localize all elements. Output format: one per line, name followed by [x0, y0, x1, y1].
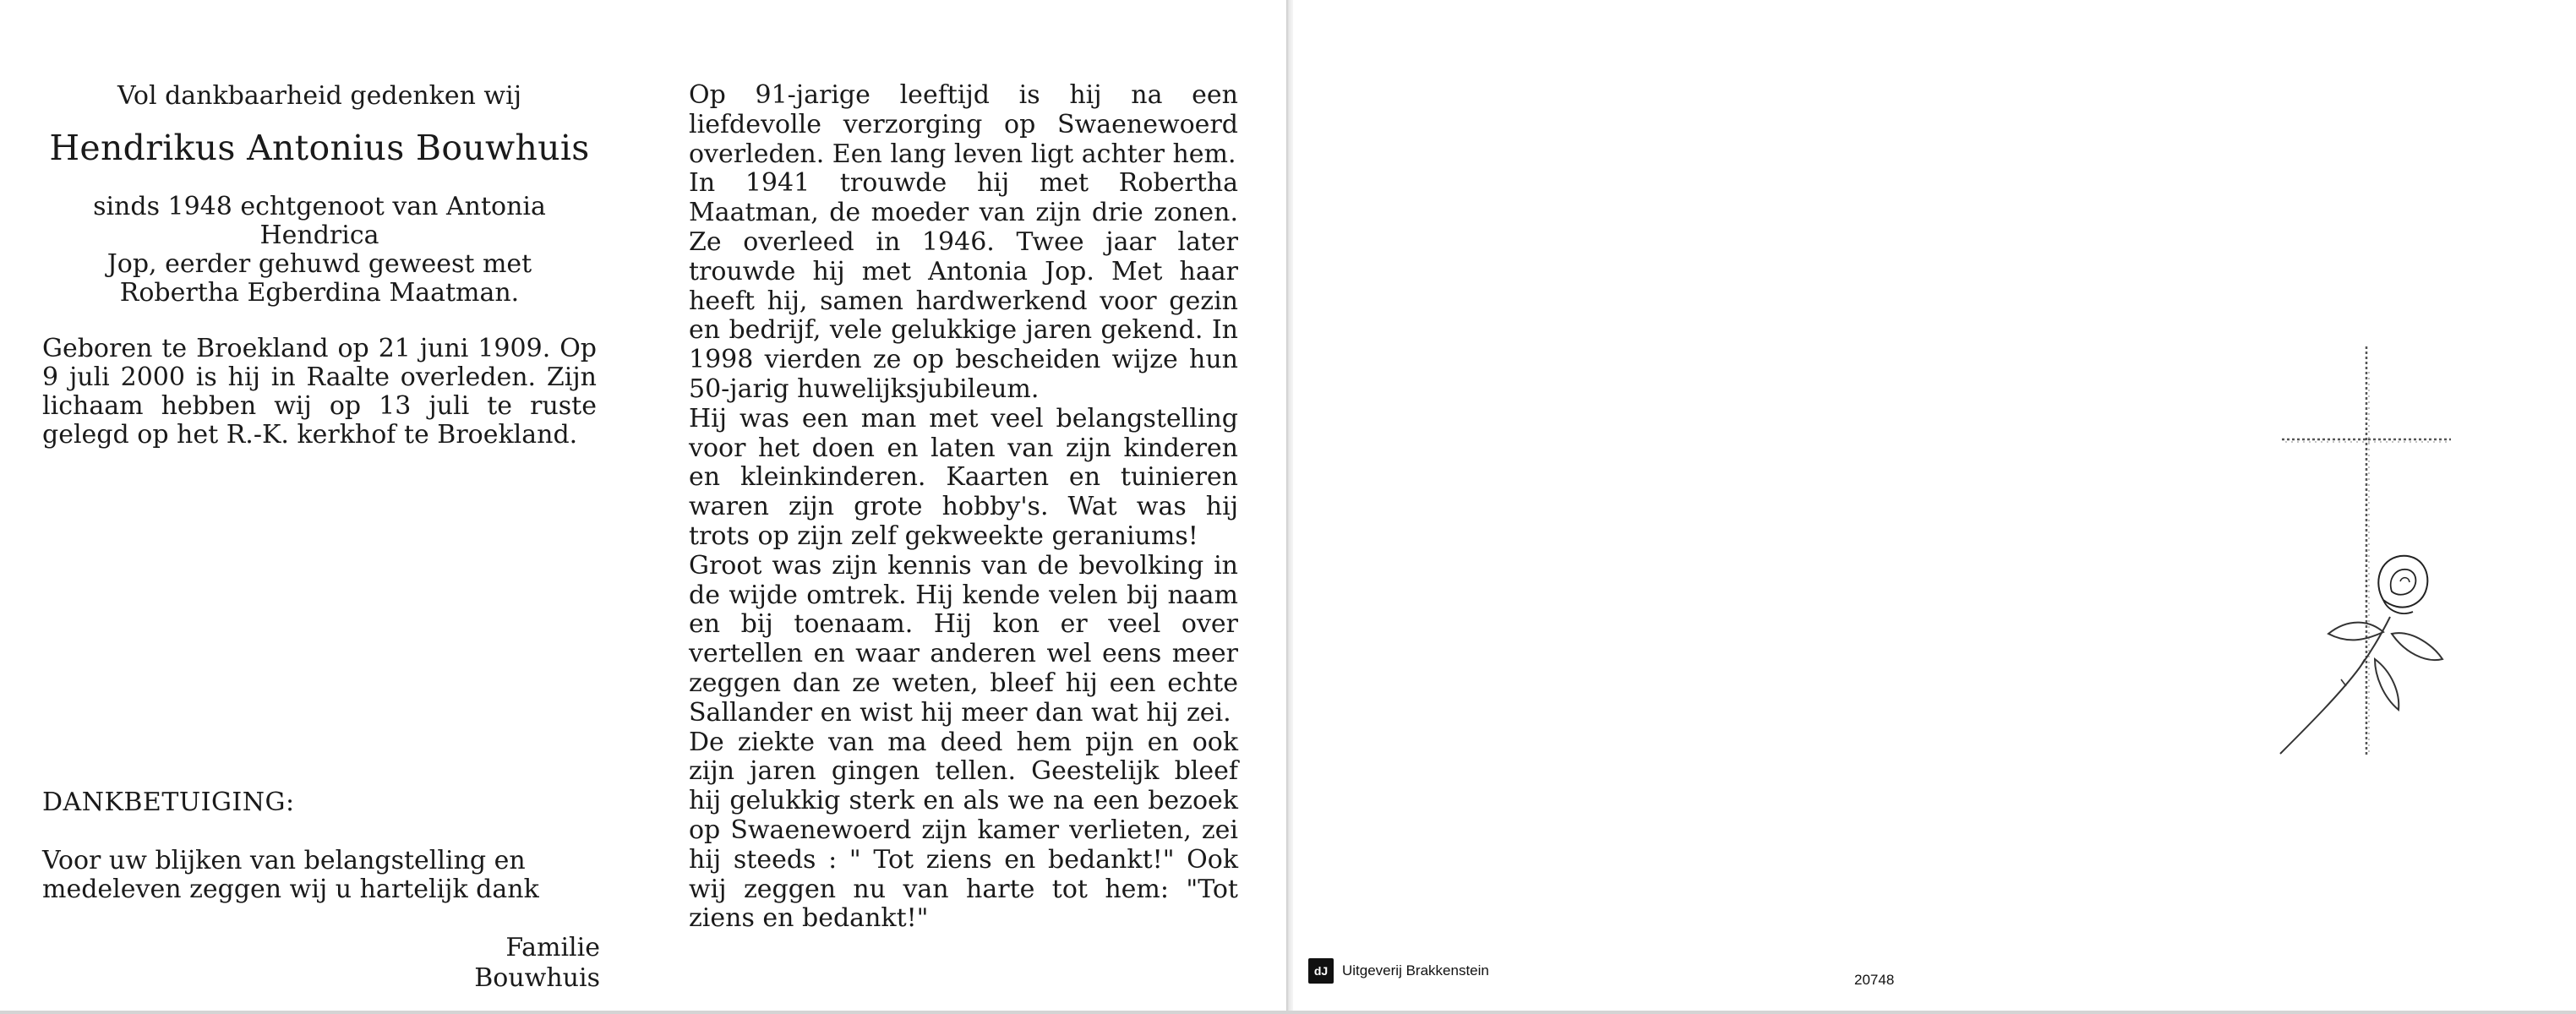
publisher-name: Uitgeverij Brakkenstein [1342, 962, 1489, 979]
card-code: 20748 [1854, 972, 1895, 988]
family-signature: Familie Bouwhuis [474, 933, 600, 993]
story-paragraph: De ziekte van ma deed hem pijn en ook zijn jaren gingen tellen. Geestelijk bleef hij gelukkig sterk en als we na een bezoek op Swaenewoerd zijn kamer verlieten, zei hij steeds : " Tot ziens en bedankt!" Ook wij zeggen nu van harte tot hem: "Tot ziens en bedankt!" [689, 727, 1238, 934]
card-bottom-edge [0, 1011, 2576, 1014]
left-column [42, 81, 597, 450]
publisher-logo: dJ [1308, 958, 1334, 984]
spouse-line: sinds 1948 echtgenoot van Antonia Hendrica [93, 192, 546, 250]
card-fold [1286, 0, 1293, 1011]
spouse-info [42, 193, 597, 308]
life-story [689, 81, 1238, 934]
deceased-name: Hendrikus Antonius Bouwhuis [49, 128, 590, 168]
thanks-heading: DANKBETUIGING: [42, 788, 295, 817]
spouse-line: Jop, eerder gehuwd geweest met [106, 249, 532, 279]
story-paragraph: Hij was een man met veel belangstelling voor het doen en laten van zijn kinderen en kleinkinderen. Kaarten en tuinieren waren zijn grote hobby's. Wat was hij trots op zijn zelf gekweekte geraniums! [689, 403, 1238, 551]
spouse-line: Robertha Egberdina Maatman. [119, 278, 520, 308]
birth-death-info: Geboren te Broekland op 21 juni 1909. Op 9 juli 2000 is hij in Raalte overleden. Zijn lichaam hebben wij op 13 juli te ruste gelegd op het R.-K. kerkhof te Broekland. [42, 334, 597, 450]
story-paragraph: In 1941 trouwde hij met Robertha Maatman, de moeder van zijn drie zonen. Ze overleed in 1946. Twee jaar later trouwde hij met Antonia Jop. Met haar heeft hij, samen hardwerkend voor gezin en bedrijf, vele gelukkige jaren gekend. In 1998 vierden ze op bescheiden wijze hun 50-jarig huwelijksjubileum. [689, 168, 1238, 404]
intro-line: Vol dankbaarheid gedenken wij [117, 81, 522, 111]
publisher-imprint [1308, 958, 1489, 984]
left-page [0, 0, 1286, 1011]
thanks-text: Voor uw blijken van belangstelling en medeleven zeggen wij u hartelijk dank [42, 846, 539, 904]
story-paragraph: Op 91-jarige leeftijd is hij na een liefdevolle verzorging op Swaenewoerd overleden. Een lang leven ligt achter hem. [689, 80, 1238, 169]
story-paragraph: Groot was zijn kennis van de bevolking in de wijde omtrek. Hij kende velen bij naam en bij toenaam. Hij kon er veel over vertellen en waar anderen wel eens meer zeggen dan ze weten, bleef hij een echte Sallander en wist hij meer dan wat hij zei. [689, 550, 1238, 728]
cross-with-rose-icon [2265, 338, 2468, 760]
